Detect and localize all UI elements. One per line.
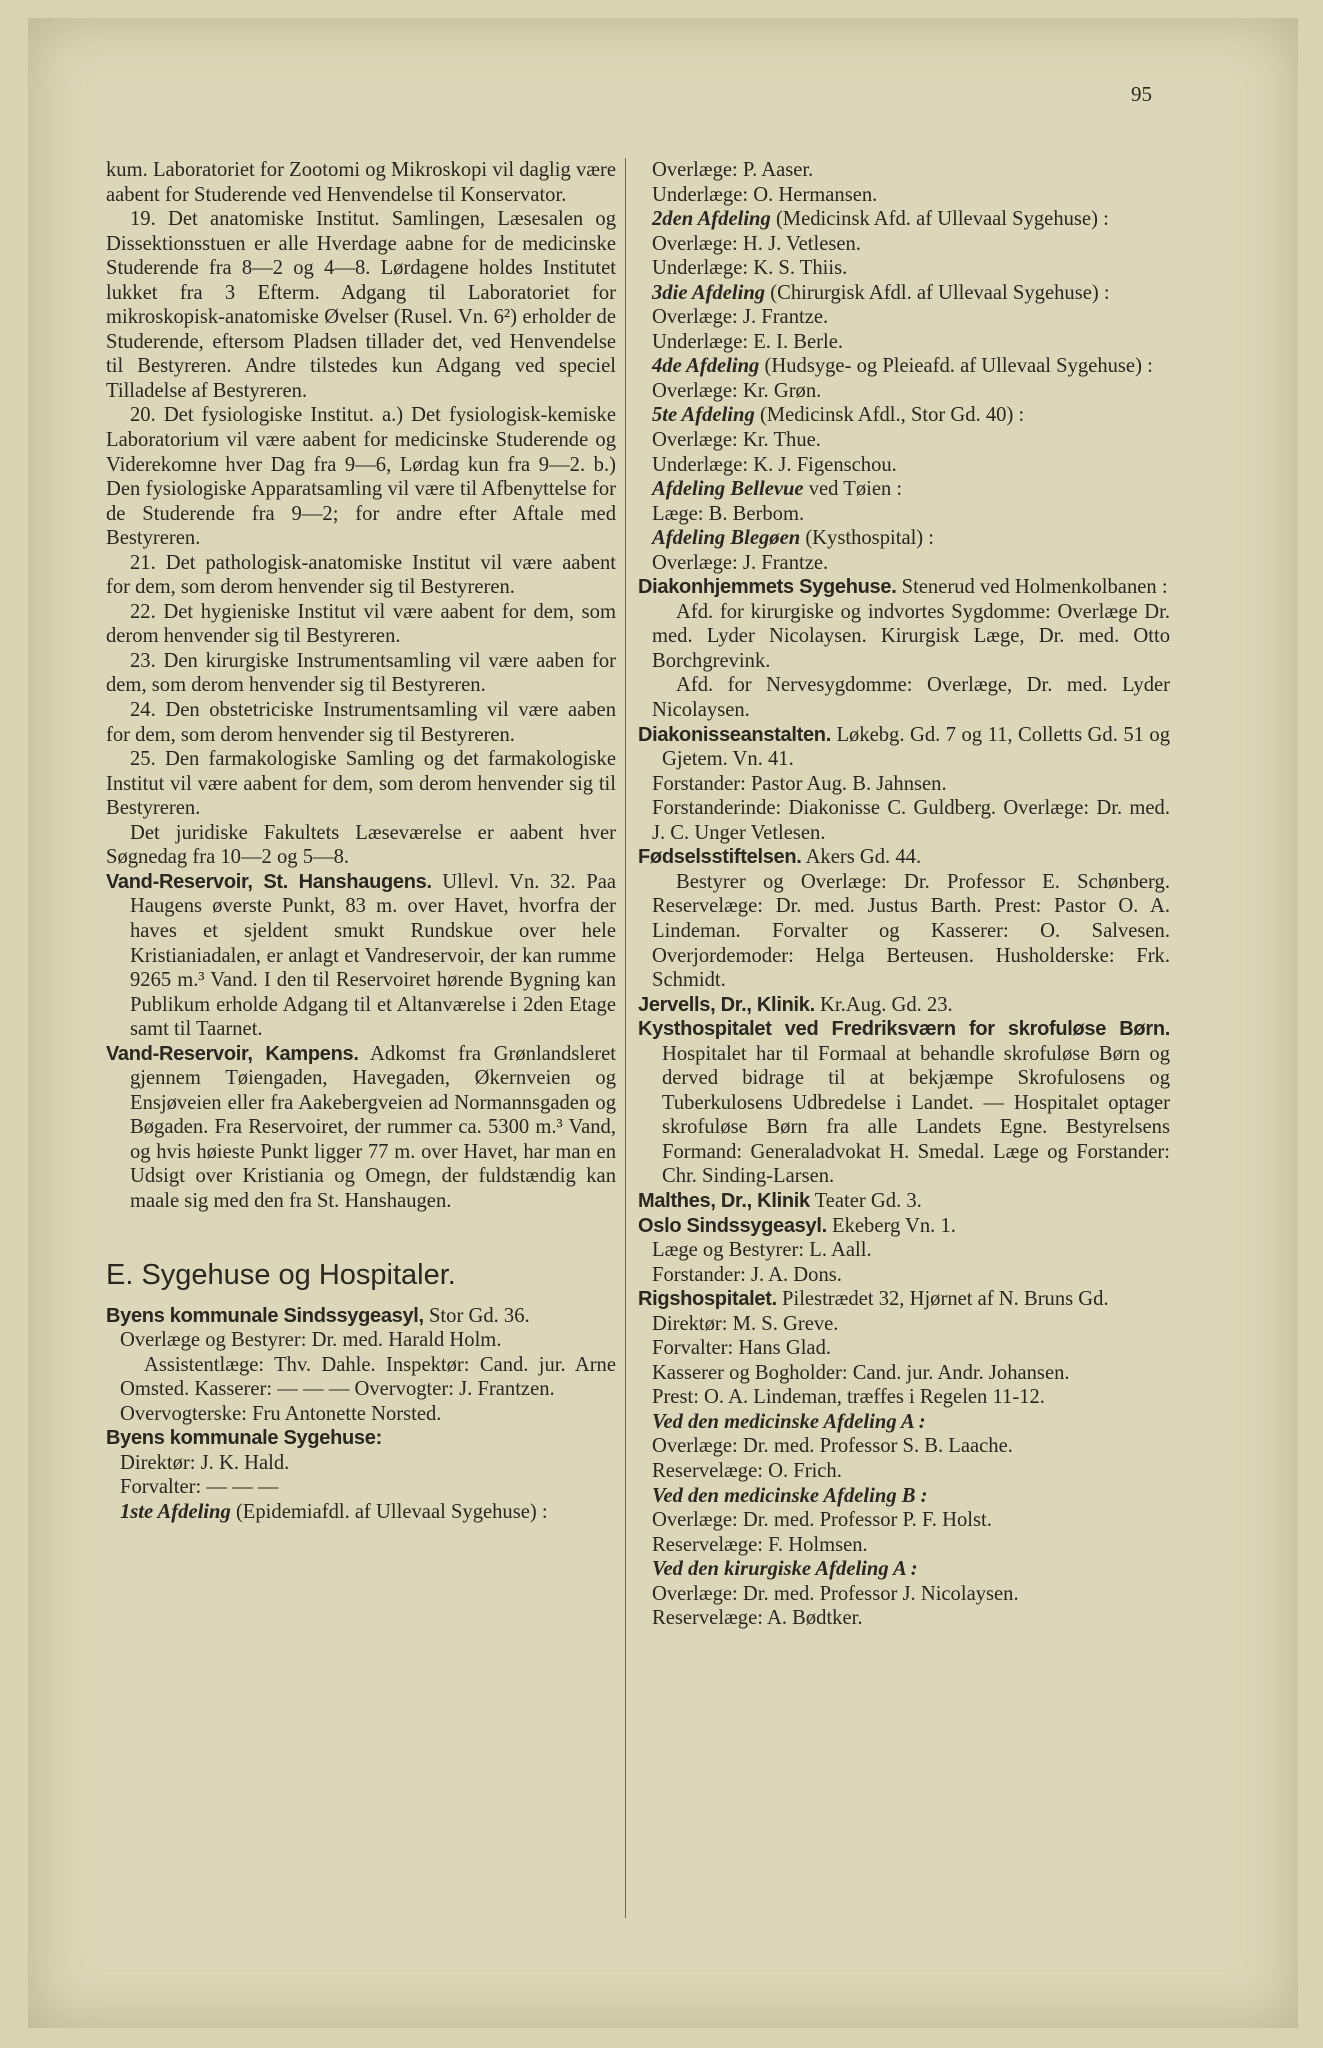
staff-line: Overlæge: Dr. med. Professor J. Nicolaysen.	[652, 1582, 1019, 1605]
staff-line: Afd. for kirurgiske og indvortes Sygdomme: Overlæge Dr. med. Lyder Nicolaysen. Kirurgisk Læge, Dr. med. Otto Borchgrevink.	[652, 600, 1170, 672]
entry-title: Oslo Sindssygeasyl.	[638, 1214, 827, 1237]
staff-line: Overlæge: H. J. Vetlesen.	[652, 232, 861, 255]
page-number: 95	[1131, 82, 1152, 106]
entry-title: Kysthospitalet ved Fredriksværn for skrofuløse Børn.	[638, 1018, 1170, 1041]
entry-malthes-klinik	[638, 1189, 1170, 1214]
entry-diakonhjemmet	[638, 575, 1170, 600]
staff-line: Overlæge: Dr. med. Professor S. B. Laache.	[652, 1435, 1013, 1458]
entry-title: Vand-Reservoir, Kampens.	[106, 1042, 359, 1065]
staff-line: Direktør: J. K. Hald.	[120, 1451, 290, 1474]
paragraph: kum. Laboratoriet for Zootomi og Mikroskopi vil daglig være aabent for Studerende ved Henvendelse til Konservator.	[106, 159, 616, 206]
department-3	[638, 281, 1170, 306]
department-label: Afdeling Blegøen	[652, 527, 801, 550]
staff-line: Underlæge: O. Hermansen.	[652, 183, 878, 206]
staff-line: Kasserer og Bogholder: Cand. jur. Andr. Johansen.	[652, 1361, 1070, 1384]
entry-title: Malthes, Dr., Klinik	[638, 1189, 810, 1212]
column-rule	[625, 158, 626, 1918]
staff-line: Reservelæge: F. Holmsen.	[652, 1533, 868, 1556]
paragraph: 21. Det pathologisk-anatomiske Institut vil være aabent for dem, som derom henvender sig til Bestyreren.	[106, 551, 616, 599]
entry-text: Pilestrædet 32, Hjørnet af N. Bruns Gd.	[782, 1288, 1109, 1311]
staff-line: Overvogterske: Fru Antonette Norsted.	[120, 1402, 442, 1425]
entry-jervells-klinik	[638, 993, 1170, 1018]
staff-line: Assistentlæge: Thv. Dahle. Inspektør: Cand. jur. Arne Omsted. Kasserer: — — — Overvogter: J. Frantzen.	[120, 1353, 616, 1401]
staff-line: Forvalter: — — —	[120, 1476, 279, 1499]
entry-vand-reservoir-kampen	[106, 1042, 616, 1214]
staff-line: Overlæge: P. Aaser.	[652, 159, 814, 181]
department-bellevue	[638, 477, 1170, 502]
entry-diakonisseanstalten	[638, 723, 1170, 772]
entry-oslo-sindssygeasyl	[638, 1214, 1170, 1239]
department-2	[638, 207, 1170, 232]
department-label: Ved den medicinske Afdeling B :	[652, 1484, 928, 1507]
department-label: 1ste Afdeling	[120, 1500, 231, 1523]
department-kirurgisk-a	[638, 1557, 1170, 1582]
entry-text: Teater Gd. 3.	[814, 1189, 922, 1212]
staff-line: Overlæge: J. Frantze.	[652, 306, 829, 329]
department-medicinsk-b	[638, 1484, 1170, 1509]
staff-line: Direktør: M. S. Greve.	[652, 1312, 839, 1335]
department-text: (Medicinsk Afd. af Ullevaal Sygehuse) :	[775, 208, 1109, 231]
staff-line: Læge: B. Berbom.	[652, 502, 805, 525]
entry-title: Vand-Reservoir, St. Hanshaugens.	[106, 870, 432, 893]
right-column	[638, 158, 1170, 1631]
department-4	[638, 354, 1170, 379]
department-text: (Medicinsk Afdl., Stor Gd. 40) :	[759, 404, 1025, 427]
department-text: ved Tøien :	[808, 478, 903, 501]
left-column	[106, 158, 616, 1524]
entry-byens-sindssygeasyl	[106, 1304, 616, 1329]
department-blegoen	[638, 526, 1170, 551]
staff-line: Forstander: J. A. Dons.	[652, 1263, 842, 1286]
staff-line: Overlæge: Kr. Grøn.	[652, 379, 822, 402]
entry-title: Rigshospitalet.	[638, 1288, 777, 1311]
paragraph: 20. Det fysiologiske Institut. a.) Det fysiologisk-kemiske Laboratorium vil være aabent for medicinske Studerende og Viderekomne hver Dag fra 9—6, Lørdag kun fra 9—2. b.) Den fysiologiske Apparatsamling vil være til Afbenyttelse for de Studerende fra 9—2; for andre efter Aftale med Bestyreren.	[106, 404, 616, 550]
staff-line: Overlæge: Dr. med. Professor P. F. Holst.	[652, 1509, 992, 1532]
staff-line: Afd. for Nervesygdomme: Overlæge, Dr. med. Lyder Nicolaysen.	[652, 674, 1170, 722]
department-text: (Epidemiafdl. af Ullevaal Sygehuse) :	[235, 1500, 548, 1523]
entry-kysthospitalet	[638, 1017, 1170, 1189]
staff-line: Overlæge: Kr. Thue.	[652, 429, 821, 452]
entry-title: Diakonisseanstalten.	[638, 723, 831, 746]
department-text: (Hudsyge- og Pleieafd. af Ullevaal Sygehuse) :	[764, 355, 1153, 378]
entry-title: Fødselsstiftelsen.	[638, 846, 802, 869]
entry-vand-reservoir-st-hanshaugen	[106, 870, 616, 1042]
entry-title: Diakonhjemmets Sygehuse.	[638, 576, 897, 599]
department-label: 5te Afdeling	[652, 404, 755, 427]
department-text: (Chirurgisk Afdl. af Ullevaal Sygehuse) :	[770, 281, 1110, 304]
entry-title: Jervells, Dr., Klinik.	[638, 993, 815, 1016]
entry-text: Akers Gd. 44.	[805, 846, 922, 869]
staff-line: Bestyrer og Overlæge: Dr. Professor E. Schønberg. Reservelæge: Dr. med. Justus Barth. Prest: Pastor O. A. Lindeman. Forvalter og Kasserer: O. Salvesen. Overjordemoder: Helga Berteusen. Husholderske: Frk. Schmidt.	[652, 870, 1170, 992]
staff-line: Underlæge: K. J. Figenschou.	[652, 453, 897, 476]
entry-text: Hospitalet har til Formaal at behandle skrofuløse Børn og derved bidrage til at bekjæmpe Skrofulosens og Tuberkulosens Udbredelse i Landet. — Hospitalet optager skrofuløse Børn fra alle Landets Egne. Bestyrelsens Formand: Generaladvokat H. Smedal. Læge og Forstander: Chr. Sinding-Larsen.	[662, 1042, 1170, 1188]
entry-text: Stenerud ved Holmenkolbanen :	[901, 576, 1168, 599]
staff-line: Forstander: Pastor Aug. B. Jahnsen.	[652, 772, 947, 795]
entry-text: Adkomst fra Grønlandsleret gjennem Tøiengaden, Havegaden, Økernveien og Ensjøveien eller fra Aakebergveien ad Normannsgaden og Bøgaden. Fra Reservoiret, der rummer ca. 5300 m.³ Vand, og hvis høieste Punkt ligger 77 m. over Havet, har man en Udsigt over Kristiania og Omegn, der fuldstændig kan maale sig med den fra St. Hanshaugen.	[130, 1042, 616, 1212]
department-label: 2den Afdeling	[652, 208, 771, 231]
entry-fodselsstiftelsen	[638, 845, 1170, 870]
staff-line: Prest: O. A. Lindeman, træffes i Regelen 11-12.	[652, 1386, 1045, 1409]
entry-text: Ullevl. Vn. 32. Paa Haugens øverste Punkt, 83 m. over Havet, hvorfra der haves et sjeldent smukt Rundskue over hele Kristianiadalen, er anlagt et Vandreservoir, der kan rumme 9265 m.³ Vand. I den til Reservoiret hørende Bygning kan Publikum erholde Adgang til et Altanværelse i 2den Etage samt til Taarnet.	[130, 870, 616, 1041]
staff-line: Underlæge: E. I. Berle.	[652, 330, 844, 353]
entry-text: Ekeberg Vn. 1.	[832, 1214, 956, 1237]
staff-line: Underlæge: K. S. Thiis.	[652, 257, 848, 280]
department-1	[106, 1500, 616, 1525]
entry-rigshospitalet	[638, 1287, 1170, 1312]
entry-title: Byens kommunale Sindssygeasyl,	[106, 1304, 424, 1327]
entry-text: Løkebg. Gd. 7 og 11, Colletts Gd. 51 og Gjetem. Vn. 41.	[662, 723, 1170, 771]
department-label: Ved den kirurgiske Afdeling A :	[652, 1558, 918, 1581]
staff-line: Overlæge og Bestyrer: Dr. med. Harald Holm.	[120, 1329, 502, 1352]
staff-line: Læge og Bestyrer: L. Aall.	[652, 1239, 872, 1262]
paragraph: 23. Den kirurgiske Instrumentsamling vil være aaben for dem, som derom henvender sig til Bestyreren.	[106, 649, 616, 697]
department-label: 4de Afdeling	[652, 355, 760, 378]
staff-line: Overlæge: J. Frantze.	[652, 551, 829, 574]
entry-title: Byens kommunale Sygehuse:	[106, 1427, 382, 1450]
staff-line: Forstanderinde: Diakonisse C. Guldberg. Overlæge: Dr. med. J. C. Unger Vetlesen.	[652, 797, 1170, 844]
department-text: (Kysthospital) :	[805, 527, 935, 550]
department-medicinsk-a	[638, 1410, 1170, 1435]
department-label: Afdeling Bellevue	[652, 478, 804, 501]
department-label: 3die Afdeling	[652, 281, 766, 304]
department-5	[638, 403, 1170, 428]
staff-line: Forvalter: Hans Glad.	[652, 1337, 832, 1360]
paragraph: 25. Den farmakologiske Samling og det farmakologiske Institut vil være aabent for dem, som derom henvender sig til Bestyreren.	[106, 748, 616, 820]
paragraph: Det juridiske Fakultets Læseværelse er aabent hver Søgnedag fra 10—2 og 5—8.	[106, 821, 616, 869]
section-heading: E. Sygehuse og Hospitaler.	[106, 1258, 456, 1291]
paragraph: 19. Det anatomiske Institut. Samlingen, Læsesalen og Dissektionsstuen er alle Hverdage aabne for de medicinske Studerende fra 8—2 og 4—8. Lørdagene holdes Institutet lukket fra 3 Efterm. Adgang til Laboratoriet for mikroskopisk-anatomiske Øvelser (Rusel. Vn. 6²) erholder de Studerende, eftersom Pladsen tillader det, ved Henvendelse til Bestyreren. Andre tilstedes kun Adgang ved speciel Tilladelse af Bestyreren.	[106, 208, 616, 402]
entry-text: Stor Gd. 36.	[428, 1304, 530, 1327]
entry-byens-sygehuse	[106, 1426, 616, 1451]
department-label: Ved den medicinske Afdeling A :	[652, 1410, 926, 1433]
staff-line: Reservelæge: O. Frich.	[652, 1459, 842, 1482]
paragraph: 22. Det hygieniske Institut vil være aabent for dem, som derom henvender sig til Bestyreren.	[106, 600, 616, 648]
staff-line: Reservelæge: A. Bødtker.	[652, 1607, 863, 1630]
paragraph: 24. Den obstetriciske Instrumentsamling vil være aaben for dem, som derom henvender sig til Bestyreren.	[106, 699, 616, 746]
entry-text: Kr.Aug. Gd. 23.	[819, 993, 953, 1016]
